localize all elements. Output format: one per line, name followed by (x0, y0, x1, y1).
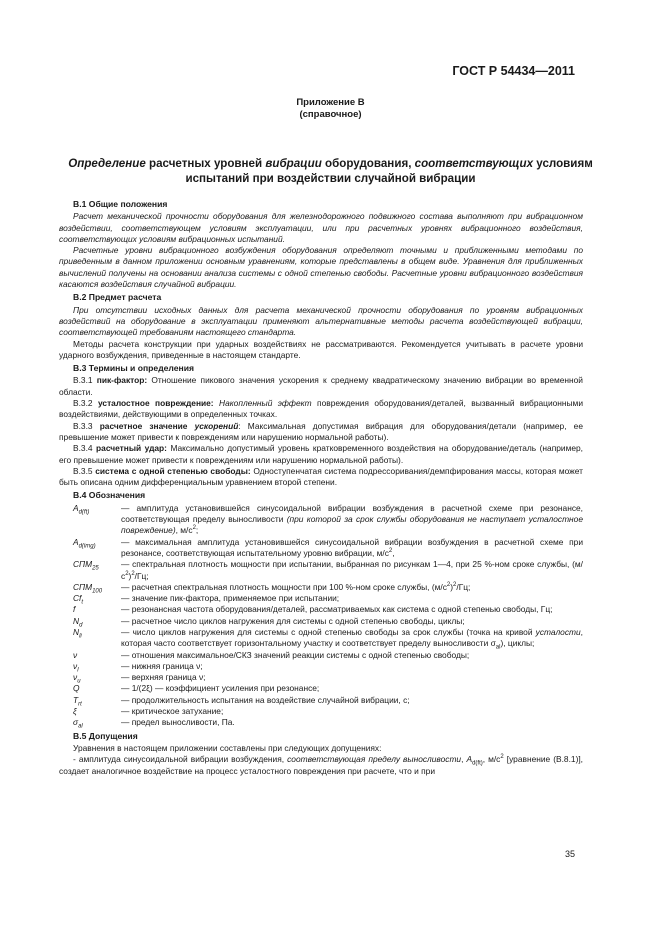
symbol-row: $N_d$ — расчетное число циклов нагружения для системы с одной степенью свободы, циклы; (73, 615, 465, 629)
paragraph: Методы расчета конструкции при ударных воздействиях не рассматриваются. Рекомендуется учитывать в расчете уровни ударного возбуждения, приведенные в настоящем стандарте. (59, 338, 583, 360)
appendix-label (0, 97, 661, 121)
symbol-row: $Cf_t$ — значение пик-фактора, применяемое при испытании; (73, 593, 340, 606)
section-title (40, 156, 621, 186)
paragraph: Расчетные уровни вибрационного возбуждения оборудования определяют точными и приближенными методами по приведенным в данном приложении основным уравнениям, которые представлены в общем виде. Уравнения для приближенных вычислений получены на основании анализа системы с одной степенью свободы. Расчетные уровни вибрационного воздействия касаются воздействия случайной вибрации. (59, 245, 583, 290)
paragraph: - амплитуда синусоидальной вибрации возбуждения, соответствующая пределу выносливости, $A_{d(ft)}$, $м/с^2$ [уравнение (В.8.1)], создает аналогичное воздействие на процесс усталостного повреждения при расчете, что и при (59, 754, 584, 776)
symbols-table (59, 503, 583, 729)
heading-subject: В.2 Предмет расчета (73, 292, 162, 303)
term-definition: В.3.1 пик-фактор: Отношение пикового значения ускорения к среднему квадратическому значению вибрации во временной области. (59, 375, 583, 397)
symbol-row: f — резонансная частота оборудования/деталей, рассматриваемых как система с одной степенью свободы, Гц; (73, 604, 553, 615)
term-definition: В.3.3 расчетное значение ускорений: Максимальная допустимая вибрация для оборудования/детали (например, ее превышение может привести к повреждениям или нарушению нормальной работы). (59, 420, 583, 442)
appendix-title: Приложение В (296, 97, 365, 108)
heading-general: В.1 Общие положения (73, 199, 168, 209)
term-definition: В.3.5 система с одной степенью свободы: Одноступенчатая система подрессоривания/демпфирования массы, которая может быть описана одним дифференциальным уравнением второй степени. (59, 465, 583, 488)
paragraph: Уравнения в настоящем приложении составлены при следующих допущениях: (73, 742, 382, 753)
title-line-2: испытаний при воздействии случайной вибрации (185, 172, 476, 185)
term-definition: В.3.2 усталостное повреждение: Накопленный эффект повреждения оборудования/деталей, вызванный вибрационными воздействиями, действующими в определенных точках. (59, 398, 583, 420)
title-line-1: Определение расчетных уровней вибрации оборудования, соответствующих условиям (68, 157, 593, 170)
document-id: ГОСТ Р 54434—2011 (452, 64, 575, 78)
symbol-row: ξ — критическое затухание; (73, 706, 224, 717)
paragraph: Расчет механической прочности оборудования для железнодорожного подвижного состава выполняют при вибрационном воздействии, соответствующем условиям эксплуатации, или при расчетных уровнях вибрационного воздействия, соответствующих условиям вибрационных испытаний. (59, 211, 583, 244)
term-definition: В.3.4 расчетный удар: Максимально допустимый уровень кратковременного воздействия на оборудование/деталь (например, его превышение может привести к повреждениям или нарушению нормальной работы). (59, 443, 583, 465)
heading-assumptions: В.5 Допущения (73, 730, 138, 741)
symbol-row: Q — 1/(2ξ) — коэффициент усиления при резонансе; (73, 683, 320, 694)
symbol-row: $\nu_u$ — верхняя граница ν; (73, 672, 206, 685)
heading-terms: В.3 Термины и определения (73, 363, 195, 374)
symbol-row: $\nu_l$ — нижняя граница ν; (73, 660, 203, 674)
symbol-row: $N_{li}$ — число циклов нагружения для системы с одной степенью свободы за срок службы (точка на кривой усталости, которая часто соответствует горизонтальному участку и соответствует пределу выносливости $\sigma_{al}$), циклы; (73, 626, 583, 651)
page-number: 35 (564, 849, 575, 859)
paragraph: При отсутствии исходных данных для расчета механической прочности оборудования по уровням вибрационных воздействий на оборудование в эксплуатации применяют альтернативные методы расчета воздействующей вибрации, соответствующей требованиям настоящего стандарта. (59, 304, 583, 338)
heading-symbols: В.4 Обозначения (73, 490, 146, 501)
symbol-row: $T_{rt}$ — продолжительность испытания на воздействие случайной вибрации, с; (73, 694, 410, 708)
symbol-row: ν — отношения максимальное/СКЗ значений реакции системы с одной степенью свободы; (73, 649, 470, 660)
symbol-row: $\sigma_{al}$ — предел выносливости, Па. (73, 717, 235, 731)
symbol-row: $СПМ_{100}$ — расчетная спектральная плотность мощности при 100 %-ном сроке службы, $(м/с^2)^2/Гц$; (73, 581, 471, 595)
symbol-row: $СПМ_{25}$ — спектральная плотность мощности при испытании, выбранная по рисункам 1—4, при 25 %-ном сроке службы, $(м/с^2)^2/Гц$; (73, 559, 583, 581)
symbol-row: $A_{d(img)}$ — максимальная амплитуда установившейся синусоидальной вибрации возбуждения в расчетной схеме при резонансе, соответствующая испытательному уровню вибрации, $м/с^2$, (73, 536, 583, 558)
appendix-type: (справочное) (299, 109, 362, 120)
document-body (59, 199, 583, 777)
symbol-row: $A_{d(ft)}$ — амплитуда установившейся синусоидальной вибрации возбуждения в расчетной схеме при резонансе, соответствующая пределу выносливости (при которой за срок службы оборудования не наступает усталостное повреждение), $м/с^2$; (73, 502, 583, 536)
